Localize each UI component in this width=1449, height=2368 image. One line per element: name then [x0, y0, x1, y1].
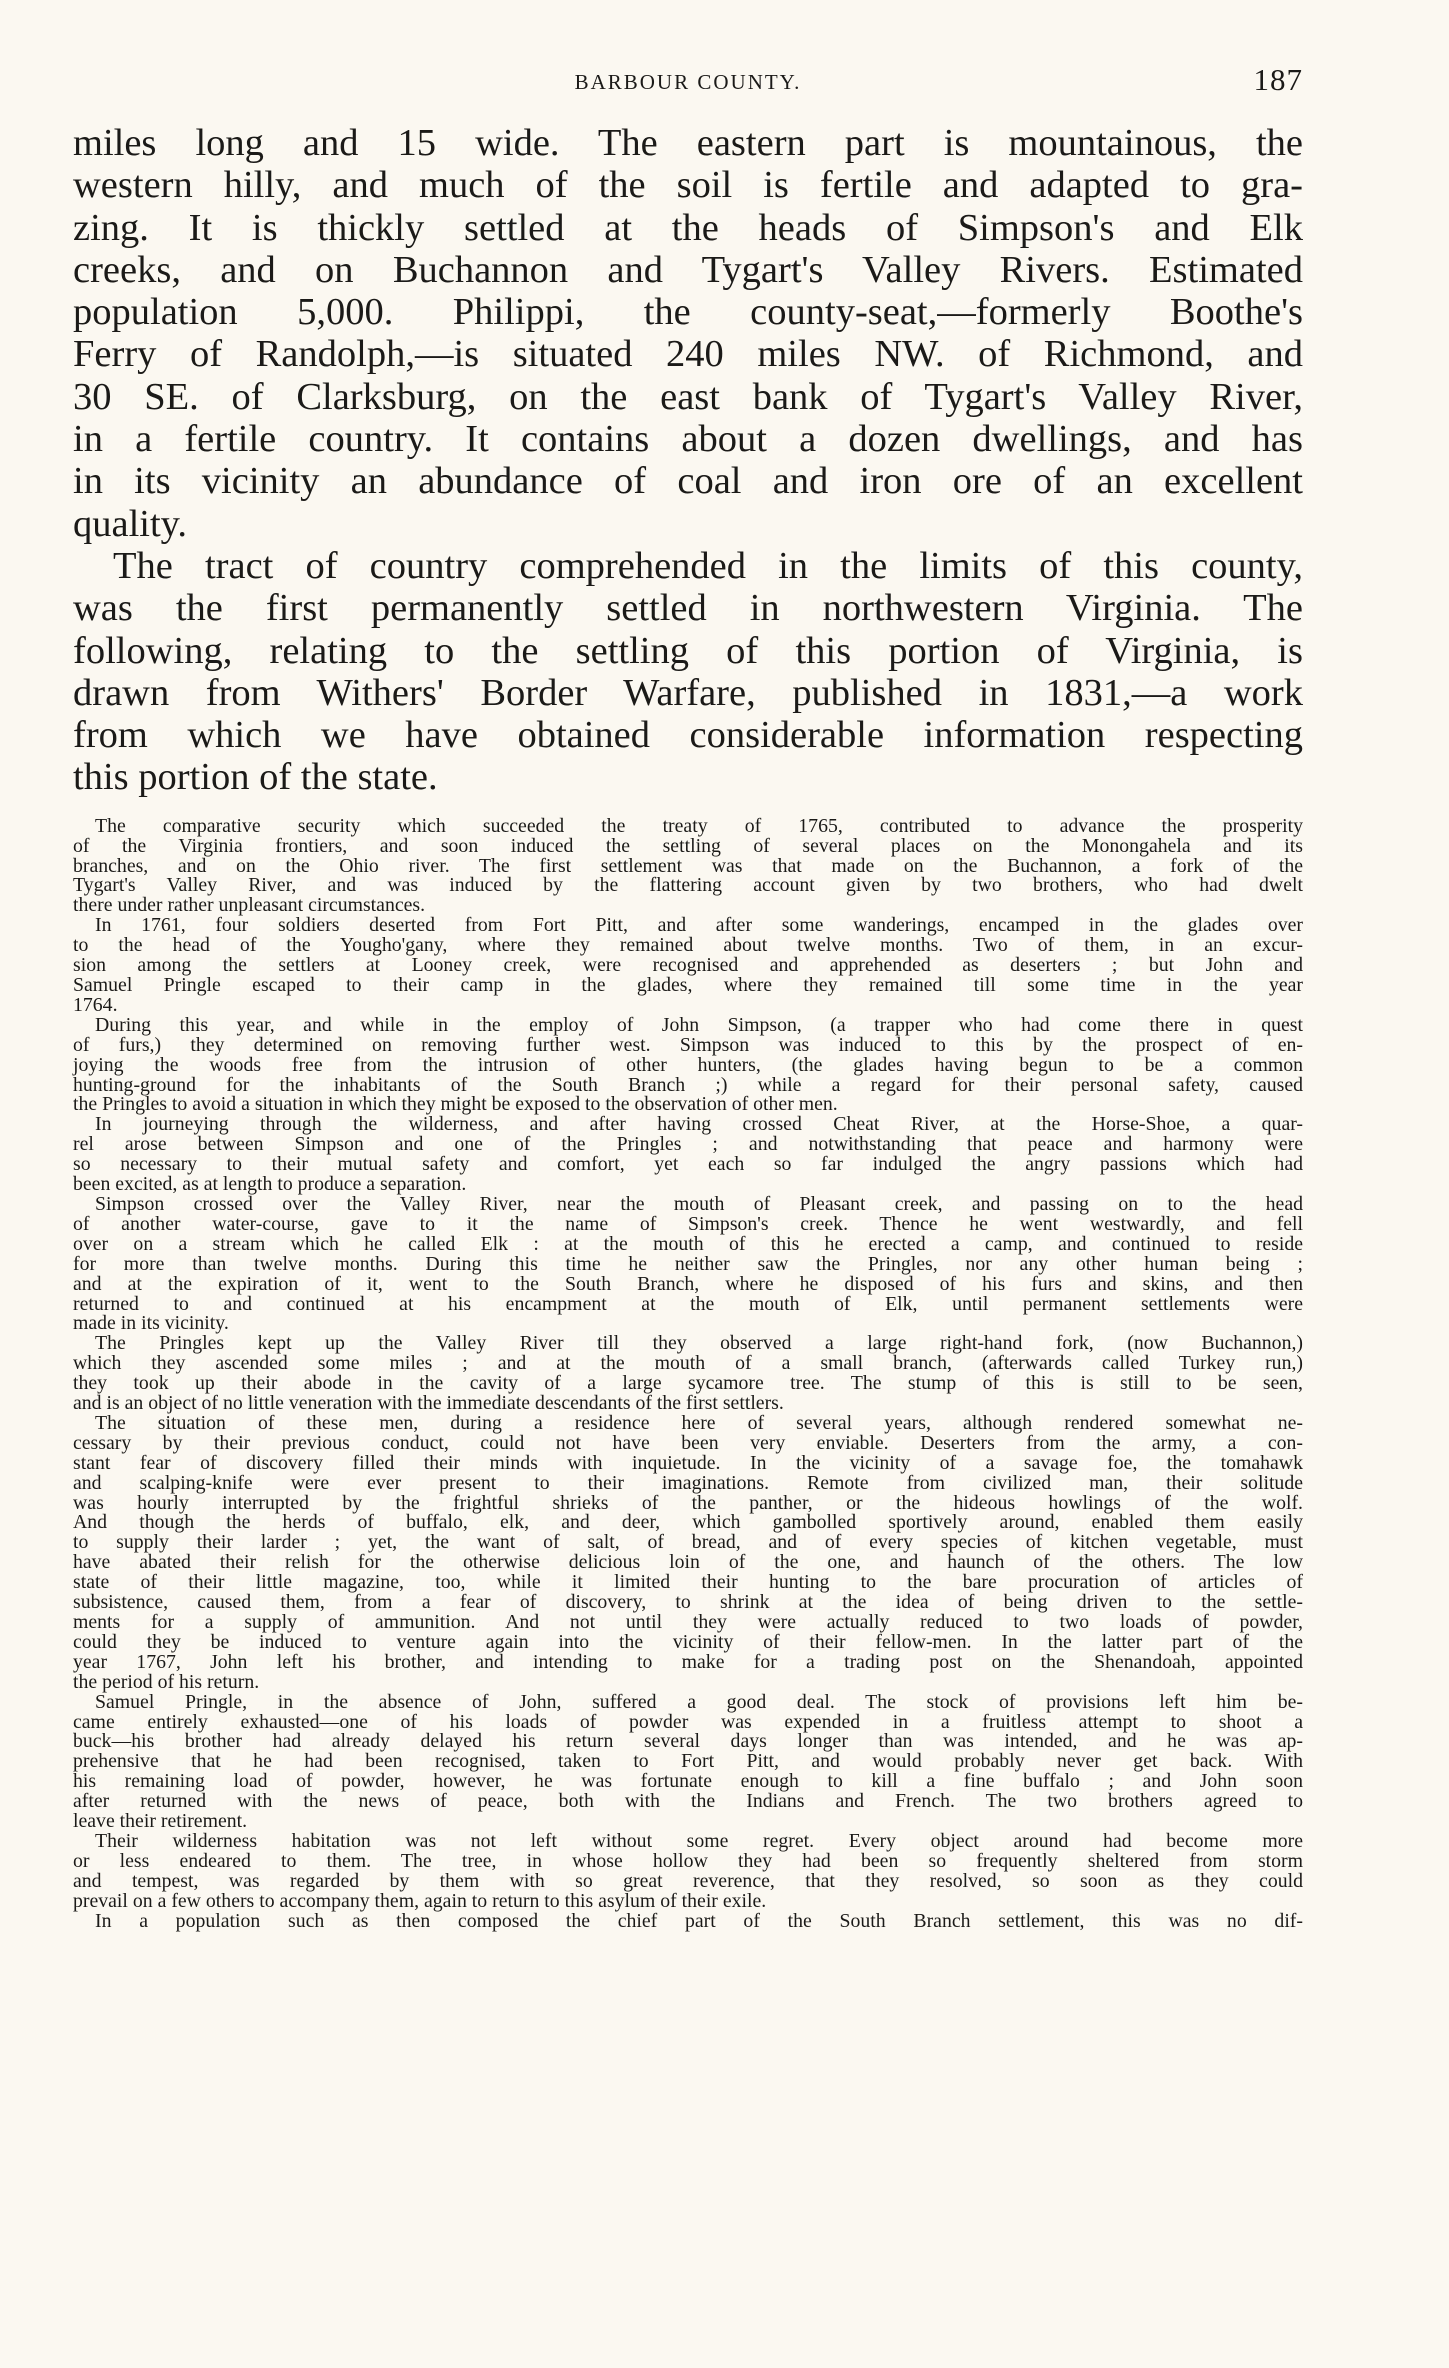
text-line: from which we have obtained considerable information respecting: [73, 714, 1303, 757]
text-line: in a fertile country. It contains about a dozen dwellings, and has: [73, 418, 1303, 461]
extract-paragraph: [73, 1909, 1303, 1932]
text-line: The Pringles kept up the Valley River till they observed a large right-hand fork, (now Buchannon,): [95, 1332, 1303, 1355]
extract-paragraph: [73, 1115, 1303, 1195]
text-line: hunting-ground for the inhabitants of the South Branch ;) while a regard for their personal safety, caused: [73, 1073, 1303, 1096]
text-line: cessary by their previous conduct, could not have been very enviable. Deserters from the army, a con-: [73, 1431, 1303, 1454]
text-line: to the head of the Yougho'gany, where they remained about twelve months. Two of them, in an excur-: [73, 934, 1303, 957]
text-line: The comparative security which succeeded the treaty of 1765, contributed to advance the prosperity: [95, 814, 1303, 837]
text-line: of another water-course, gave to it the name of Simpson's creek. Thence he went westwardly, and fell: [73, 1212, 1303, 1235]
text-line: sion among the settlers at Looney creek, were recognised and apprehended as deserters ; but John and: [73, 954, 1303, 977]
text-line: joying the woods free from the intrusion of other hunters, (the glades having begun to be a common: [73, 1053, 1303, 1076]
text-line: state of their little magazine, too, while it limited their hunting to the bare procuration of articles of: [73, 1571, 1303, 1594]
text-line: In 1761, four soldiers deserted from Fort Pitt, and after some wanderings, encamped in the glades over: [95, 914, 1303, 937]
text-line: leave their retirement.: [73, 1810, 248, 1833]
text-line: for more than twelve months. During this time he neither saw the Pringles, nor any other human being ;: [73, 1252, 1303, 1275]
text-line: zing. It is thickly settled at the heads of Simpson's and Elk: [73, 206, 1303, 249]
quoted-extract: [73, 814, 1303, 1932]
text-line: 1764.: [73, 993, 118, 1016]
main-text: [73, 122, 1303, 799]
text-line: and at the expiration of it, went to the South Branch, where he disposed of his furs and skins, and then: [73, 1272, 1303, 1295]
text-line: and scalping-knife were ever present to their imaginations. Remote from civilized man, their solitude: [73, 1471, 1303, 1494]
text-line: have abated their relish for the otherwise delicious loin of the one, and haunch of the others. The low: [73, 1551, 1303, 1574]
text-line: western hilly, and much of the soil is fertile and adapted to gra-: [73, 164, 1303, 207]
text-line: was hourly interrupted by the frightful shrieks of the panther, or the hideous howlings of the wolf.: [73, 1491, 1303, 1514]
extract-paragraph: [73, 1411, 1303, 1693]
text-line: prehensive that he had been recognised, taken to Fort Pitt, and would probably never get back. With: [73, 1750, 1303, 1773]
text-line: been excited, as at length to produce a separation.: [73, 1173, 467, 1196]
text-line: Simpson crossed over the Valley River, near the mouth of Pleasant creek, and passing on to the head: [95, 1192, 1303, 1215]
text-line: or less endeared to them. The tree, in whose hollow they had been so frequently sheltered from storm: [73, 1849, 1303, 1872]
text-line: which they ascended some miles ; and at the mouth of a small branch, (afterwards called Turkey run,): [73, 1352, 1303, 1375]
body-paragraph: [73, 122, 1303, 545]
extract-paragraph: [73, 1334, 1303, 1414]
text-line: In a population such as then composed the chief part of the South Branch settlement, this was no dif-: [95, 1909, 1303, 1932]
text-line: and tempest, was regarded by them with so great reverence, that they resolved, so soon as they could: [73, 1869, 1303, 1892]
text-line: prevail on a few others to accompany them, again to return to this asylum of their exile.: [73, 1889, 767, 1912]
text-line: they took up their abode in the cavity of a large sycamore tree. The stump of this is still to be seen,: [73, 1372, 1303, 1395]
text-line: there under rather unpleasant circumstances.: [73, 894, 426, 917]
text-line: The situation of these men, during a residence here of several years, although rendered somewhat ne-: [95, 1411, 1303, 1434]
text-line: In journeying through the wilderness, and after having crossed Cheat River, at the Horse-Shoe, a quar-: [95, 1113, 1303, 1136]
text-line: the Pringles to avoid a situation in which they might be exposed to the observation of other men.: [73, 1093, 838, 1116]
text-line: following, relating to the settling of this portion of Virginia, is: [73, 629, 1303, 672]
text-line: Samuel Pringle escaped to their camp in the glades, where they remained till some time in the year: [73, 974, 1303, 996]
extract-paragraph: [73, 814, 1303, 917]
text-line: over on a stream which he called Elk : at the mouth of this he erected a camp, and continued to reside: [73, 1232, 1303, 1255]
extract-paragraph: [73, 1192, 1303, 1335]
text-line: of the Virginia frontiers, and soon induced the settling of several places on the Monongahela and its: [73, 834, 1303, 857]
text-line: of furs,) they determined on removing further west. Simpson was induced to this by the prospect of en-: [73, 1033, 1303, 1056]
text-line: population 5,000. Philippi, the county-seat,—formerly Boothe's: [73, 291, 1303, 334]
extract-paragraph: [73, 1829, 1303, 1912]
text-line: ments for a supply of ammunition. And not until they were actually reduced to two loads of powder,: [73, 1611, 1303, 1633]
text-line: the period of his return.: [73, 1670, 260, 1693]
text-line: Tygart's Valley River, and was induced by the flattering account given by two brothers, who had dwelt: [73, 874, 1303, 897]
text-line: subsistence, caused them, from a fear of discovery, to shrink at the idea of being driven to the settle-: [73, 1591, 1303, 1614]
text-line: in its vicinity an abundance of coal and iron ore of an excellent: [73, 460, 1303, 503]
extract-paragraph: [73, 1690, 1303, 1833]
text-line: And though the herds of buffalo, elk, and deer, which gambolled sportively around, enabled them easily: [73, 1511, 1303, 1534]
text-line: 30 SE. of Clarksburg, on the east bank of Tygart's Valley River,: [73, 375, 1303, 418]
text-line: Ferry of Randolph,—is situated 240 miles NW. of Richmond, and: [73, 333, 1303, 376]
text-line: Their wilderness habitation was not left without some regret. Every object around had become more: [95, 1829, 1303, 1852]
text-line: The tract of country comprehended in the limits of this county,: [113, 544, 1303, 587]
text-line: During this year, and while in the employ of John Simpson, (a trapper who had come there in quest: [95, 1013, 1303, 1036]
extract-paragraph: [73, 916, 1303, 1016]
running-title: BARBOUR COUNTY.: [574, 70, 802, 94]
text-line: was the first permanently settled in northwestern Virginia. The: [73, 587, 1303, 630]
text-line: quality.: [73, 502, 188, 545]
book-page: [73, 60, 1303, 1932]
text-line: buck—his brother had already delayed his return several days longer than was intended, and he was ap-: [73, 1730, 1303, 1753]
text-line: could they be induced to venture again into the vicinity of their fellow-men. In the latter part of the: [73, 1630, 1303, 1653]
text-line: year 1767, John left his brother, and intending to make for a trading post on the Shenandoah, appointed: [73, 1650, 1303, 1673]
running-head: [73, 60, 1303, 106]
text-line: returned to and continued at his encampment at the mouth of Elk, until permanent settlements were: [73, 1292, 1303, 1315]
text-line: stant fear of discovery filled their minds with inquietude. In the vicinity of a savage foe, the tomahawk: [73, 1451, 1303, 1474]
text-line: so necessary to their mutual safety and comfort, yet each so far indulged the angry passions which had: [73, 1153, 1303, 1176]
text-line: to supply their larder ; yet, the want of salt, of bread, and of every species of kitchen vegetable, must: [73, 1531, 1303, 1554]
text-line: drawn from Withers' Border Warfare, published in 1831,—a work: [73, 671, 1303, 714]
text-line: this portion of the state.: [73, 756, 438, 799]
text-line: his remaining load of powder, however, he was fortunate enough to kill a fine buffalo ; and John soon: [73, 1770, 1303, 1793]
extract-paragraph: [73, 1013, 1303, 1116]
text-line: rel arose between Simpson and one of the Pringles ; and notwithstanding that peace and harmony were: [73, 1133, 1303, 1156]
text-line: branches, and on the Ohio river. The first settlement was that made on the Buchannon, a fork of the: [73, 854, 1303, 877]
text-line: and is an object of no little veneration with the immediate descendants of the first settlers.: [73, 1392, 784, 1415]
body-paragraph: [73, 545, 1303, 799]
text-line: made in its vicinity.: [73, 1312, 229, 1335]
page-number: 187: [1253, 62, 1303, 97]
text-line: after returned with the news of peace, both with the Indians and French. The two brothers agreed to: [73, 1790, 1303, 1813]
text-line: miles long and 15 wide. The eastern part is mountainous, the: [73, 122, 1303, 164]
text-line: creeks, and on Buchannon and Tygart's Valley Rivers. Estimated: [73, 248, 1303, 291]
text-line: came entirely exhausted—one of his loads of powder was expended in a fruitless attempt to shoot a: [73, 1710, 1303, 1733]
text-line: Samuel Pringle, in the absence of John, suffered a good deal. The stock of provisions left him be-: [95, 1690, 1303, 1713]
